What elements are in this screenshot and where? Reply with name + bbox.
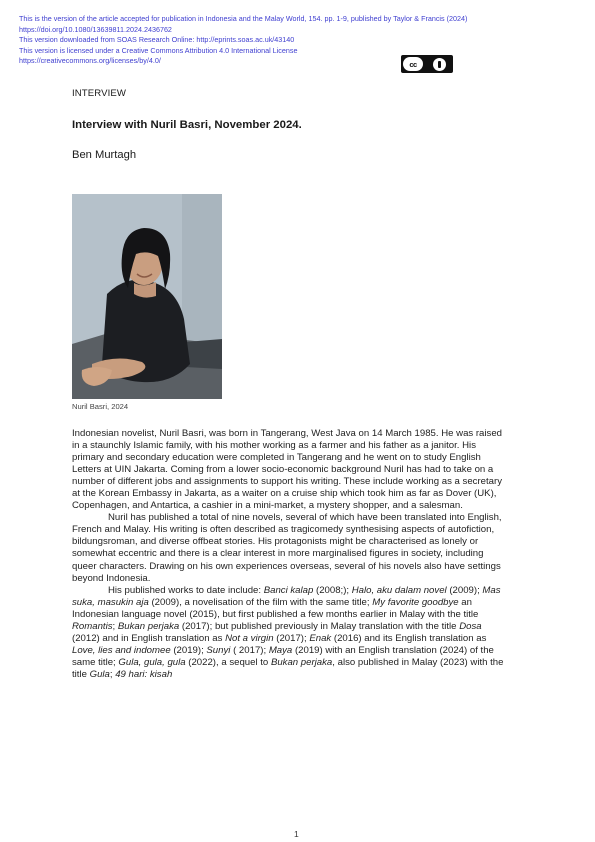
section-label: INTERVIEW: [72, 88, 127, 99]
work-title: Bukan perjaka: [270, 656, 333, 668]
article-body: [72, 428, 504, 681]
work-title: Banci kalap: [263, 584, 314, 596]
repository-link[interactable]: This version downloaded from SOAS Research Online: http://eprints.soas.ac.uk/43140: [19, 35, 295, 45]
work-title: Maya: [268, 644, 293, 656]
doi-link[interactable]: https://doi.org/10.1080/13639811.2024.2436762: [19, 24, 172, 34]
work-title: Love, lies and indomee: [72, 644, 171, 656]
paragraph-text: (2012) and in English translation as: [72, 632, 226, 644]
photo-caption: Nuril Basri, 2024: [72, 402, 129, 411]
paragraph-text: (2008;);: [313, 584, 352, 596]
body-paragraph: [72, 512, 504, 584]
paragraph-text: Indonesian novelist, Nuril Basri, was born in Tangerang, West Java on 14 March 1985. He was raised in a staunchly Islamic family, with his mother working as a farmer and his father as a janitor. His primary and secondary education were completed in Tangerang and he went on to study English Letters at UIN Jakarta. Coming from a lower socio-economic background Nuril has had to take on a number of different jobs and assignments to support his writing. These include working as a secretary at the Korean Embassy in Jakarta, as a waiter on a cruise ship which took him as far as Dover (UK), Copenhagen, and Antartica, a cashier in a mini-market, a mystery shopper, and a salesman.: [72, 428, 502, 512]
cc-by-license-icon[interactable]: [401, 55, 453, 73]
cc-logo-icon: cc: [403, 57, 423, 71]
paragraph-text: (2019) with an English translation (2024) of the same title;: [72, 644, 494, 668]
work-title: Not a virgin: [225, 632, 274, 644]
work-title: Romantis: [72, 620, 113, 632]
attribution-person-icon: [433, 58, 446, 71]
paragraph-text: (2009), a novelisation of the film with the same title;: [148, 596, 373, 608]
work-title: Halo, aku dalam novel: [351, 584, 447, 596]
paragraph-text: ( 2017);: [230, 644, 269, 656]
work-title: Mas suka, masukin aja: [72, 584, 501, 608]
paragraph-text: ;: [109, 668, 116, 680]
paragraph-text: (2009);: [446, 584, 483, 596]
paragraph-text: an Indonesian language novel (2015), but first published a few months earlier in Malay with the title: [72, 596, 479, 620]
author-photo: [72, 194, 222, 399]
publication-notice: [19, 14, 559, 67]
paragraph-text: (2017); but published previously in Malay translation with the title: [179, 620, 460, 632]
paragraph-text: His published works to date include:: [108, 584, 264, 596]
paragraph-text: , also published in Malay (2023) with the title: [72, 656, 504, 680]
work-title: 49 hari: kisah: [115, 668, 173, 680]
body-paragraph: [72, 585, 504, 681]
work-title: Dosa: [459, 620, 482, 632]
work-title: My favorite goodbye: [372, 596, 459, 608]
paragraph-text: ;: [112, 620, 118, 632]
body-paragraph: [72, 428, 504, 512]
page-number: 1: [294, 829, 299, 839]
paragraph-text: (2016) and its English translation as: [331, 632, 487, 644]
work-title: Bukan perjaka: [117, 620, 180, 632]
work-title: Sunyi: [206, 644, 231, 656]
paragraph-text: (2022), a sequel to: [185, 656, 271, 668]
paragraph-text: Nuril has published a total of nine novels, several of which have been translated into English, French and Malay. His writing is often described as tragicomedy synthesising aspects of autofiction, bildungsroman, and diverse offbeat stories. His protagonists might be characterised as lonely or somewhat eccentric and there is a clear interest in more marginalised figures in society, including queer characters. Drawing on his own experiences overseas, several of his novels also have settings beyond Indonesia.: [72, 512, 502, 584]
paragraph-text: (2019);: [170, 644, 207, 656]
paragraph-text: (2017);: [273, 632, 310, 644]
work-title: Gula, gula, gula: [118, 656, 186, 668]
article-title: Interview with Nuril Basri, November 2024.: [72, 119, 302, 131]
publication-notice-line: This is the version of the article accepted for publication in Indonesia and the Malay World, 154. pp. 1-9, published by Taylor & Francis (2024): [19, 14, 468, 23]
work-title: Gula: [89, 668, 110, 680]
author-name: Ben Murtagh: [72, 149, 137, 161]
license-notice: This version is licensed under a Creative Commons Attribution 4.0 International License: [19, 45, 298, 55]
work-title: Enak: [309, 632, 332, 644]
license-link[interactable]: https://creativecommons.org/licenses/by/4.0/: [19, 56, 161, 66]
